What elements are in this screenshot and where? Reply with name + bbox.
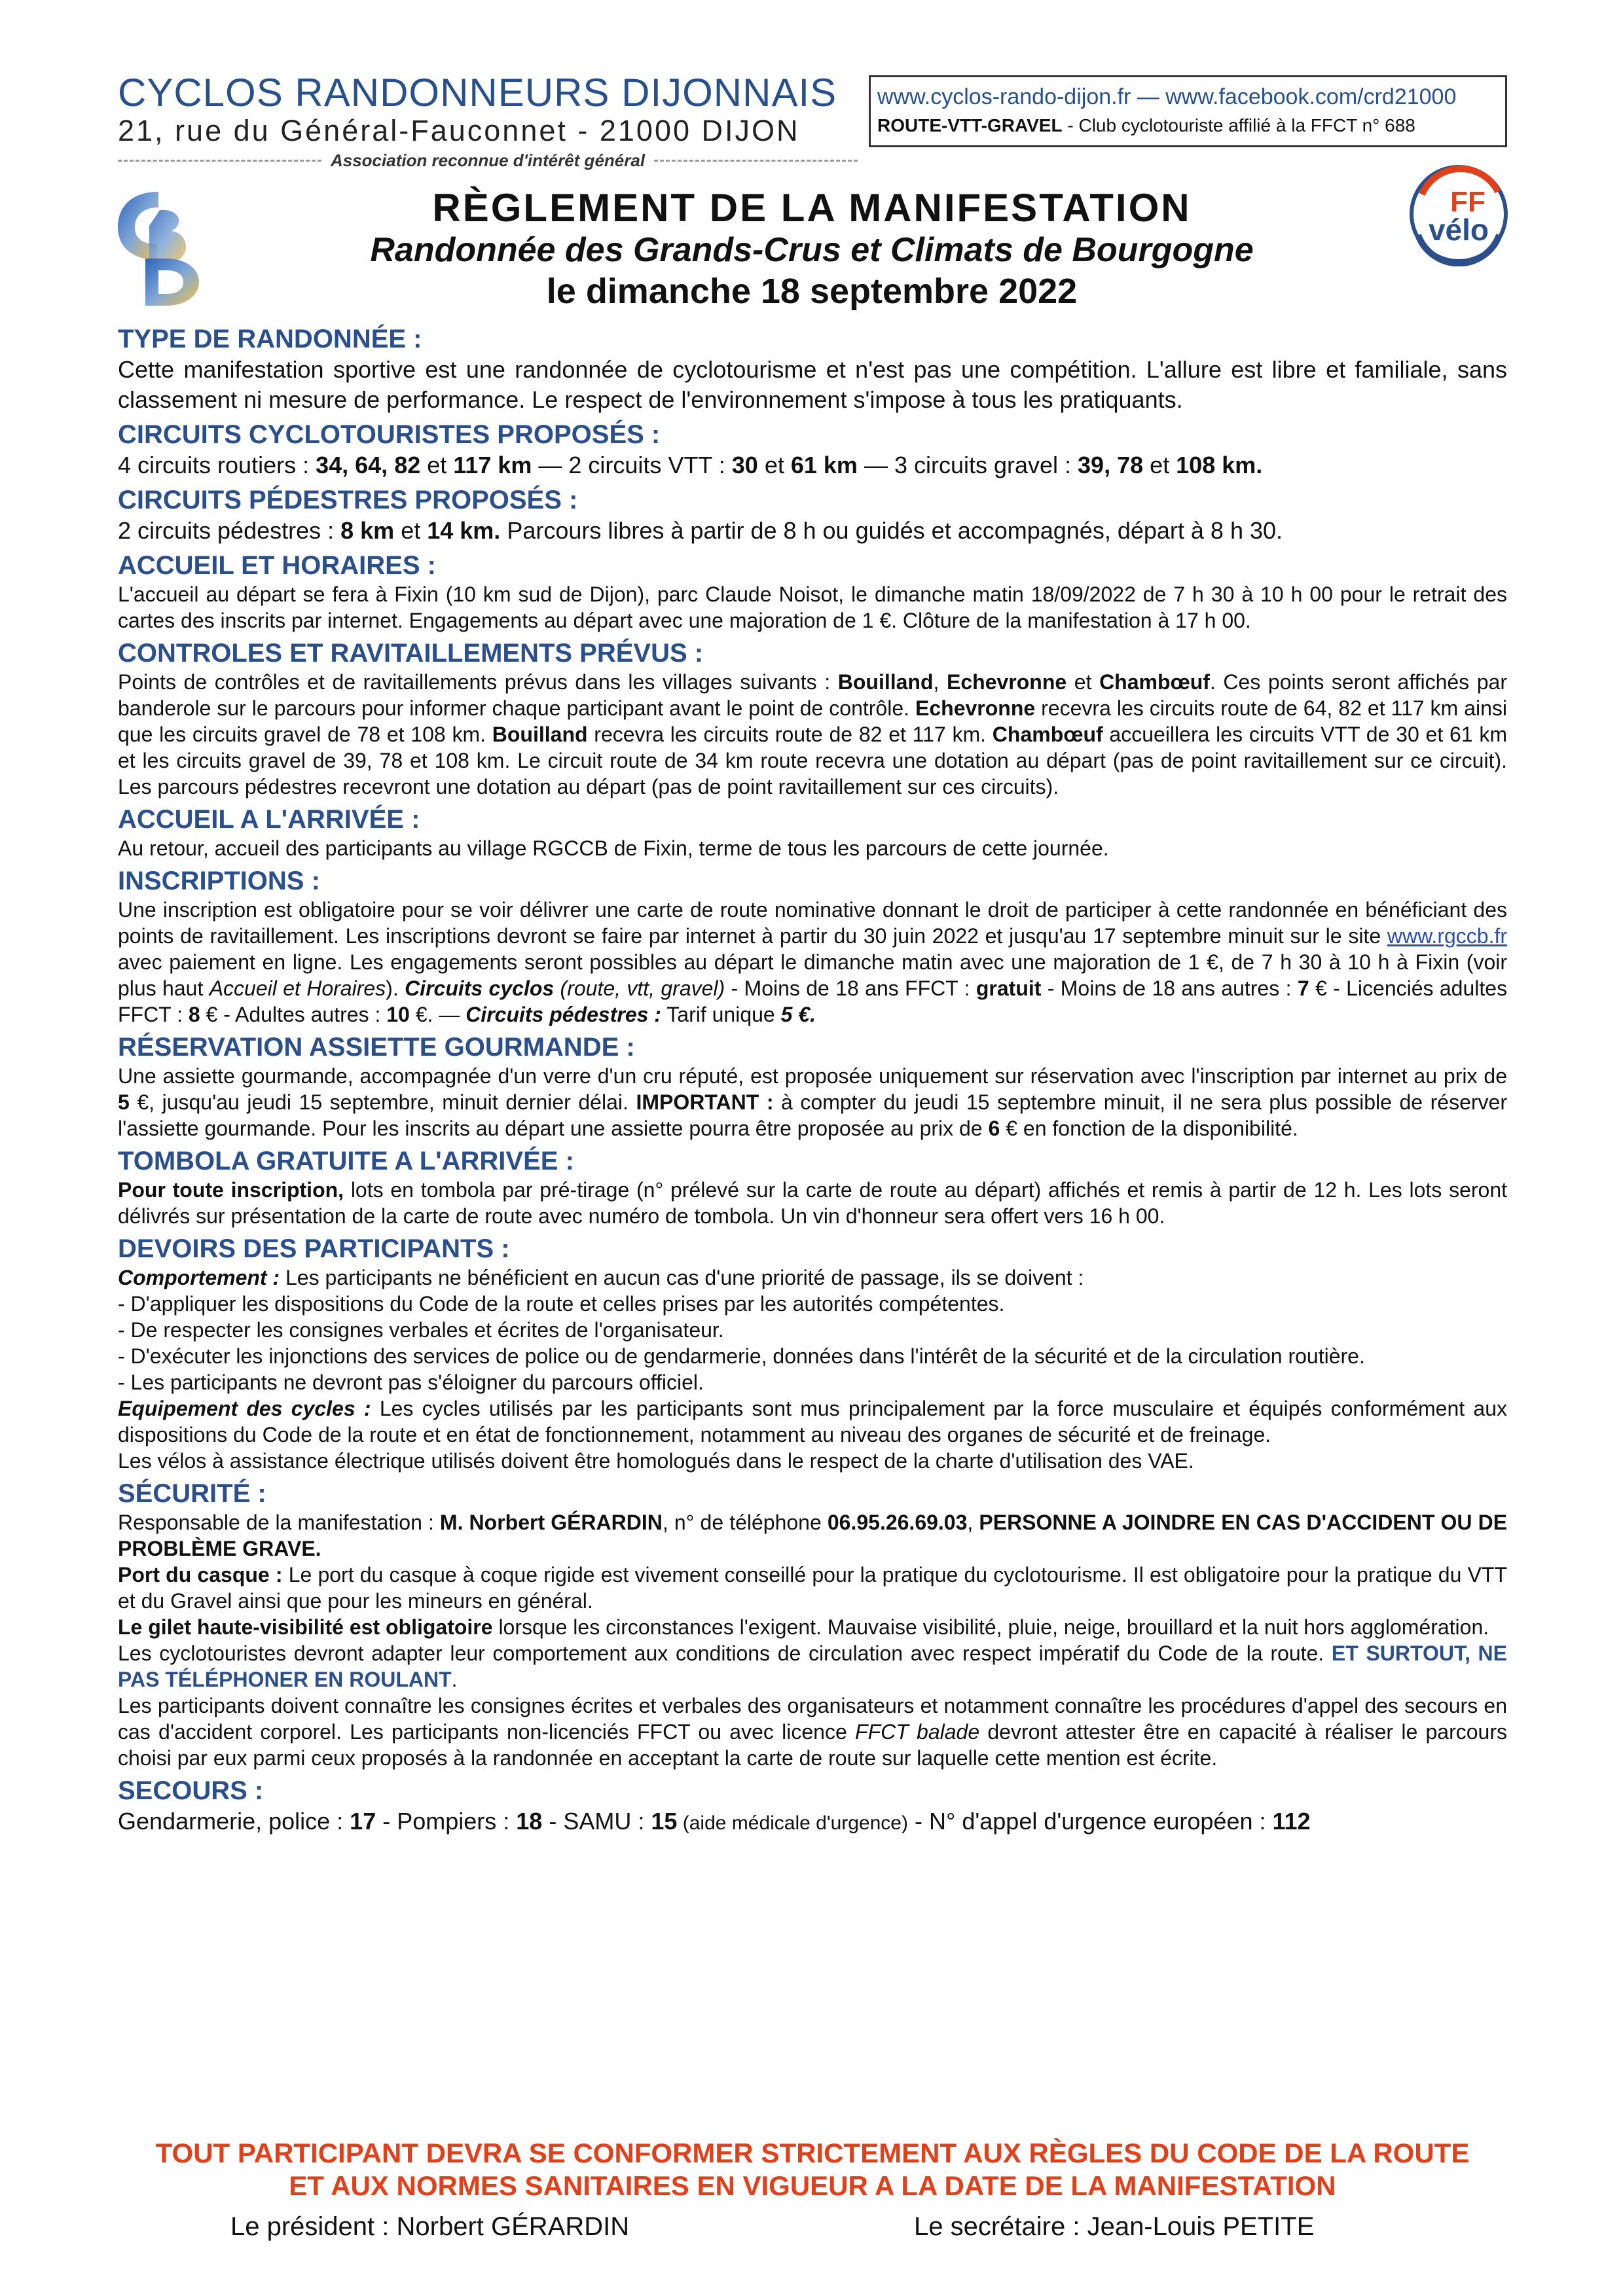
section-heading: RÉSERVATION ASSIETTE GOURMANDE :	[118, 1033, 635, 1062]
text-run: Parcours libres à partir de 8 h ou guidés et accompagnés, départ à 8 h 30.	[500, 517, 1283, 544]
club-affiliation-text: - Club cyclotouriste affilié à la FFCT n° 688	[1062, 115, 1415, 135]
text-bold: Echevronne	[947, 670, 1067, 694]
section-heading: CIRCUITS CYCLOTOURISTES PROPOSÉS :	[118, 420, 661, 449]
text-run: € - Licenciés adultes FFCT :	[118, 977, 1508, 1026]
text-bold: 8 km	[340, 517, 395, 544]
text-bold: 7	[1297, 977, 1309, 1000]
text-run: et	[394, 517, 428, 544]
section-text	[118, 1063, 1507, 1141]
text-italic: (route, vtt, gravel)	[554, 977, 725, 1000]
list-item: - D'exécuter les injonctions des services de police ou de gendarmerie, données dans l'intérêt de la sécurité et de la circulation routière.	[118, 1344, 1365, 1368]
section-heading: ACCUEIL A L'ARRIVÉE :	[118, 805, 420, 834]
text-bold: 39, 78	[1078, 452, 1144, 478]
text-run: 2 circuits pédestres :	[118, 517, 341, 544]
text-bold: 5	[118, 1090, 130, 1114]
text-bold: 06.95.26.69.03	[827, 1511, 968, 1534]
adapt-text	[118, 1640, 1507, 1693]
text-bold-italic: Equipement des cycles :	[118, 1397, 371, 1420]
section-heading: CONTROLES ET RAVITAILLEMENTS PRÉVUS :	[118, 639, 704, 668]
section-arrivee	[118, 804, 1507, 861]
text-bold: 15	[651, 1808, 678, 1835]
event-date: le dimanche 18 septembre 2022	[546, 272, 1078, 311]
text-run: .	[451, 1668, 458, 1691]
text-bold: 30	[731, 452, 758, 478]
page-title: RÈGLEMENT DE LA MANIFESTATION	[432, 186, 1192, 230]
responsible-text	[118, 1509, 1507, 1562]
section-devoirs	[118, 1233, 1507, 1474]
ff-velo-logo-icon	[1406, 162, 1508, 266]
text-run: Les cycles utilisés par les participants sont mus principalement par la force musculaire et équipés conformément aux dispositions du Code de la route et en état de fonctionnement, notamment au niveau des organes de sécurité et de freinage.	[118, 1397, 1508, 1446]
text-run: Les participants ne bénéficient en aucun cas d'une priorité de passage, ils se doivent :	[280, 1266, 1084, 1289]
text-run: - Moins de 18 ans autres :	[1041, 977, 1298, 1000]
org-assoc-line	[118, 151, 858, 171]
section-text	[118, 669, 1507, 800]
text-run: et	[1143, 452, 1176, 478]
text-run: Les participants doivent connaître les consignes écrites et verbales des organisateurs et notamment connaître les procédures d'appel des secours en cas d'accident corporel. Les participants non-licenciés FFCT ou avec licence	[118, 1694, 1507, 1744]
text-bold: 8	[188, 1003, 200, 1026]
text-run: accueillera les circuits VTT de 30 et 61 km et les circuits gravel de 39, 78 et 108 km. Le circuit route de 34 km route recevra une dotation au départ (pas de point ravitaillement sur ce circuit). Les parcours pédestres recevront une dotation au départ (pas de point ravitaillement sur ces circuits).	[118, 723, 1508, 798]
org-name: CYCLOS RANDONNEURS DIJONNAIS	[118, 71, 837, 115]
section-secours	[118, 1775, 1507, 1839]
text-bold: Port du casque :	[118, 1563, 283, 1587]
org-address: 21, rue du Général-Fauconnet - 21000 DIJON	[118, 114, 800, 147]
text-bold: gratuit	[976, 977, 1042, 1000]
text-run: et	[1067, 670, 1100, 694]
text-bold: IMPORTANT :	[636, 1090, 774, 1114]
equipment-text	[118, 1395, 1507, 1448]
text-bold: 17	[350, 1808, 376, 1835]
section-heading: INSCRIPTIONS :	[118, 867, 320, 895]
vest-text	[118, 1614, 1507, 1640]
divider-left	[118, 160, 321, 162]
secretary-signature: Le secrétaire : Jean-Louis PETITE	[914, 2212, 1315, 2241]
section-heading: SECOURS :	[118, 1776, 264, 1805]
text-run: lorsque les circonstances l'exigent. Mauvaise visibilité, pluie, neige, brouillard et la nuit hors agglomération.	[492, 1615, 1489, 1639]
org-assoc: Association reconnue d'intérêt général	[330, 151, 646, 170]
text-run: ,	[933, 670, 947, 694]
logo-velo-text: vélo	[1428, 213, 1489, 247]
club-type: ROUTE-VTT-GRAVEL	[877, 115, 1063, 135]
text-bold: M. Norbert GÉRARDIN	[439, 1511, 663, 1534]
section-heading: TOMBOLA GRATUITE A L'ARRIVÉE :	[118, 1147, 574, 1175]
section-text: Cette manifestation sportive est une randonnée de cyclotourisme et n'est pas une compétition. L'allure est libre et familiale, sans classement ni mesure de performance. Le respect de l'environnement s'impose à tous les pratiquants.	[118, 356, 1507, 413]
knowledge-text	[118, 1693, 1507, 1771]
section-tombola	[118, 1145, 1507, 1229]
title-block	[216, 187, 1408, 312]
text-bold: 117 km	[453, 452, 532, 478]
text-run: - SAMU :	[542, 1808, 651, 1835]
text-run: et	[420, 452, 454, 478]
text-italic: FFCT balade	[855, 1720, 980, 1744]
text-bold: 14 km.	[427, 517, 501, 544]
section-text	[118, 450, 1507, 480]
text-bold: Pour toute inscription,	[118, 1178, 344, 1202]
text-run: Tarif unique	[661, 1003, 781, 1026]
text-run: Le port du casque à coque rigide est vivement conseillé pour la pratique du cyclotourisme. Il est obligatoire pour la pratique du VTT et du Gravel ainsi que pour les mineurs en général.	[118, 1563, 1508, 1613]
section-text: Au retour, accueil des participants au village RGCCB de Fixin, terme de tous les parcours de cette journée.	[118, 836, 1109, 860]
section-heading: ACCUEIL ET HORAIRES :	[118, 551, 436, 580]
text-run: avec paiement en ligne. Les engagements seront possibles au départ le dimanche matin avec une majoration de 1 €, de 7 h 30 à 10 h à Fixin (voir plus haut	[118, 950, 1507, 1000]
behaviour-text	[118, 1265, 1507, 1291]
section-controles	[118, 637, 1507, 800]
section-text	[118, 1177, 1507, 1229]
text-run: Points de contrôles et de ravitaillements prévus dans les villages suivants :	[118, 670, 838, 694]
text-run: 4 circuits routiers :	[118, 452, 316, 478]
text-bold: 34, 64, 82	[316, 452, 421, 478]
rgccb-link[interactable]: www.rgccb.fr	[1387, 924, 1507, 948]
helmet-text	[118, 1562, 1507, 1614]
section-circuits	[118, 419, 1507, 480]
text-run: Les cyclotouristes devront adapter leur comportement aux conditions de circulation avec respect impératif du Code de la route.	[118, 1641, 1332, 1665]
logo-ff-text: FF	[1450, 186, 1486, 218]
list-item: - De respecter les consignes verbales et écrites de l'organisateur.	[118, 1318, 724, 1342]
text-bold: Le gilet haute-visibilité est obligatoire	[118, 1615, 493, 1639]
text-run: €, jusqu'au jeudi 15 septembre, minuit dernier délai.	[129, 1090, 636, 1114]
web-links: www.cyclos-rando-dijon.fr — www.facebook.com/crd21000	[877, 84, 1457, 109]
text-bold: 18	[516, 1808, 543, 1835]
emergency-numbers	[118, 1806, 1507, 1839]
text-bold-italic: Comportement :	[118, 1266, 280, 1289]
text-run: Une inscription est obligatoire pour se voir délivrer une carte de route nominative donnant le droit de participer à cette randonnée en bénéficiant des points de ravitaillement. Les inscriptions devront se faire par internet à partir du 30 juin 2022 et jusqu'au 17 septembre minuit sur le site	[118, 898, 1507, 948]
text-bold: Echevronne	[915, 696, 1036, 720]
text-bold: 61 km	[790, 452, 858, 478]
text-blue: ET SURTOUT, NE PAS TÉLÉPHONER EN ROULANT	[118, 1641, 1508, 1691]
text-bold: 112	[1272, 1808, 1311, 1835]
text-run: € en fonction de la disponibilité.	[1000, 1117, 1298, 1140]
text-bold: Bouilland	[837, 670, 934, 694]
section-text: L'accueil au départ se fera à Fixin (10 km sud de Dijon), parc Claude Noisot, le dimanche matin 18/09/2022 de 7 h 30 à 10 h 00 pour le retrait des cartes des inscrits par internet. Engagements au départ avec une majoration de 1 €. Clôture de la manifestation à 17 h 00.	[118, 583, 1507, 632]
text-run: Responsable de la manifestation :	[118, 1511, 440, 1534]
text-run: Une assiette gourmande, accompagnée d'un verre d'un cru réputé, est proposée uniquement sur réservation avec l'inscription par internet au prix de	[118, 1064, 1507, 1088]
text-run: €. —	[409, 1003, 466, 1026]
text-bold: PERSONNE A JOINDRE EN CAS D'ACCIDENT OU DE PROBLÈME GRAVE.	[118, 1511, 1508, 1560]
text-run: . Ces points seront affichés par banderole sur le parcours pour informer chaque participant avant le point de contrôle.	[118, 670, 1508, 720]
text-run: — 3 circuits gravel :	[857, 452, 1078, 478]
text-bold-italic: Circuits pédestres :	[465, 1003, 661, 1026]
section-pedestres	[118, 484, 1507, 546]
page-subtitle: Randonnée des Grands-Crus et Climats de Bourgogne	[370, 231, 1254, 269]
club-affiliation	[877, 111, 1499, 140]
section-type	[118, 323, 1507, 415]
text-run: - Pompiers :	[376, 1808, 517, 1835]
warning-line-1: TOUT PARTICIPANT DEVRA SE CONFORMER STRICTEMENT AUX RÈGLES DU CODE DE LA ROUTE	[155, 2138, 1470, 2168]
final-warning	[118, 2137, 1507, 2202]
text-bold: 108 km.	[1176, 452, 1263, 478]
section-accueil	[118, 550, 1507, 634]
text-run: - N° d'appel d'urgence européen :	[907, 1808, 1273, 1835]
text-run: , n° de téléphone	[662, 1511, 828, 1534]
crd-logo-icon	[113, 187, 204, 311]
section-heading: DEVOIRS DES PARTICIPANTS :	[118, 1234, 510, 1263]
text-run: - Moins de 18 ans FFCT :	[725, 977, 976, 1000]
text-bold: 10	[386, 1003, 410, 1026]
president-signature: Le président : Norbert GÉRARDIN	[230, 2212, 630, 2241]
text-small: (aide médicale d'urgence)	[677, 1812, 908, 1834]
organization-block	[118, 72, 858, 171]
text-run: et	[757, 452, 791, 478]
section-heading: SÉCURITÉ :	[118, 1479, 266, 1508]
text-bold: Chambœuf	[992, 723, 1103, 746]
text-run: recevra les circuits route de 64, 82 et 117 km ainsi que les circuits gravel de 78 et 108 km.	[118, 696, 1508, 746]
section-text	[118, 516, 1507, 546]
text-bold: Chambœuf	[1099, 670, 1210, 694]
text-bold: Bouilland	[492, 723, 588, 746]
text-bold: 6	[988, 1117, 1000, 1140]
text-run: — 2 circuits VTT :	[532, 452, 732, 478]
text-bold-italic: Circuits cyclos	[405, 977, 555, 1000]
section-assiette	[118, 1031, 1507, 1141]
text-run: € - Adultes autres :	[200, 1003, 387, 1026]
contact-box	[869, 75, 1507, 147]
section-text	[118, 897, 1507, 1028]
text-run: devront attester être en capacité à réaliser le parcours choisi par eux parmi ceux proposés à la randonnée en acceptant la carte de route sur laquelle cette mention est écrite.	[118, 1720, 1508, 1770]
text-run: à compter du jeudi 15 septembre minuit, il ne sera plus possible de réserver l'assiette gourmande. Pour les inscrits au départ une assiette pourra être proposée au prix de	[118, 1090, 1508, 1140]
text-run: recevra les circuits route de 82 et 117 km.	[587, 723, 993, 746]
text-run: Gendarmerie, police :	[118, 1808, 350, 1835]
text-run: lots en tombola par pré-tirage (n° prélevé sur la carte de route au départ) affichés et remis à partir de 12 h. Les lots seront délivrés sur présentation de la carte de route avec numéro de tombola. Un vin d'honneur sera offert vers 16 h 00.	[118, 1178, 1508, 1228]
text-bold-italic: 5 €.	[780, 1003, 816, 1026]
section-heading: TYPE DE RANDONNÉE :	[118, 325, 422, 353]
list-item: - Les participants ne devront pas s'éloigner du parcours officiel.	[118, 1371, 704, 1394]
list-item: - D'appliquer les dispositions du Code de la route et celles prises par les autorités compétentes.	[118, 1292, 1005, 1316]
rules-content	[118, 319, 1507, 1839]
text-run: ).	[386, 977, 405, 1000]
warning-line-2: ET AUX NORMES SANITAIRES EN VIGUEUR A LA DATE DE LA MANIFESTATION	[289, 2170, 1336, 2201]
text-run: ,	[967, 1511, 979, 1534]
section-heading: CIRCUITS PÉDESTRES PROPOSÉS :	[118, 486, 578, 514]
section-inscriptions	[118, 865, 1507, 1028]
divider-right	[654, 160, 858, 162]
section-securite	[118, 1478, 1507, 1771]
text-italic: Accueil et Horaires	[209, 977, 386, 1000]
vae-text: Les vélos à assistance électrique utilisés doivent être homologués dans le respect de la charte d'utilisation des VAE.	[118, 1449, 1194, 1473]
